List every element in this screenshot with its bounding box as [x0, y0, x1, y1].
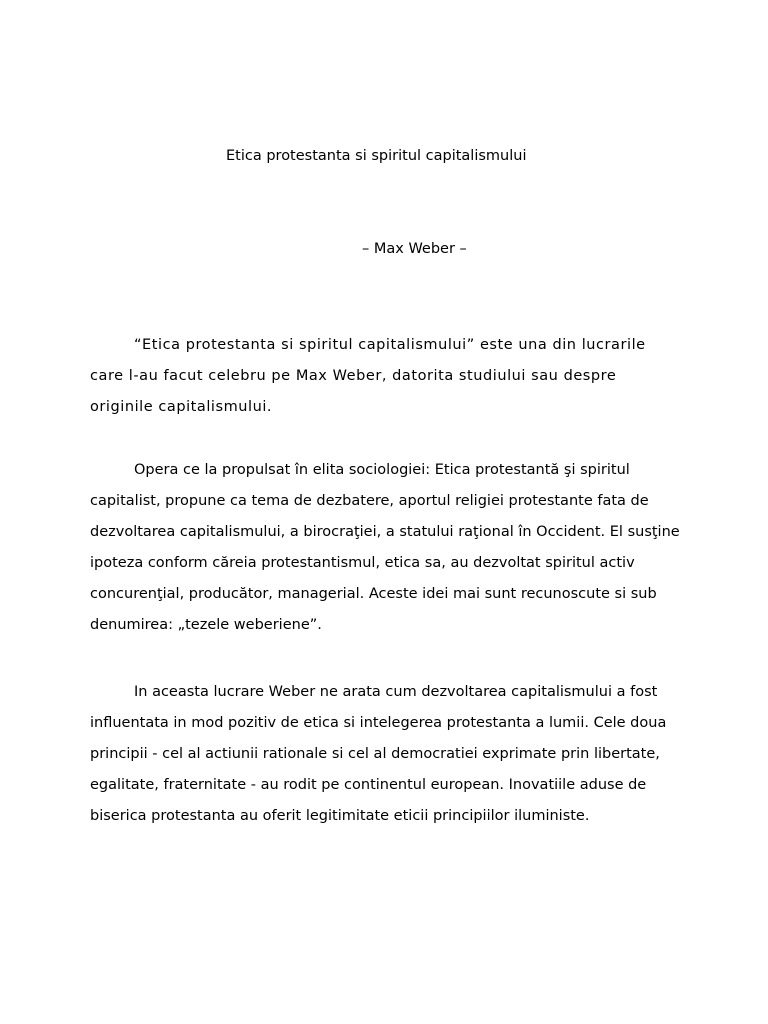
paragraph-line: Opera ce la propulsat în elita sociologiei: Etica protestantă şi spiritul: [134, 462, 630, 478]
paragraph-2: [90, 455, 690, 641]
document-title: Etica protestanta si spiritul capitalismului: [226, 148, 527, 164]
paragraph-line: In aceasta lucrare Weber ne arata cum dezvoltarea capitalismului a fost: [134, 684, 658, 700]
paragraph-line: originile capitalismului.: [90, 399, 273, 415]
paragraph-line: “Etica protestanta si spiritul capitalismului” este una din lucrarile: [134, 337, 646, 353]
paragraph-line: denumirea: „tezele weberiene”.: [90, 617, 322, 633]
paragraph-line: influentata in mod pozitiv de etica si intelegerea protestanta a lumii. Cele doua: [90, 715, 667, 731]
paragraph-1: [90, 330, 690, 423]
paragraph-line: capitalist, propune ca tema de dezbatere, aportul religiei protestante fata de: [90, 493, 649, 509]
paragraph-line: concurenţial, producător, managerial. Aceste idei mai sunt recunoscute si sub: [90, 586, 657, 602]
paragraph-3: [90, 677, 690, 832]
paragraph-line: dezvoltarea capitalismului, a birocraţiei, a statului raţional în Occident. El susţine: [90, 524, 680, 540]
paragraph-line: egalitate, fraternitate - au rodit pe continentul european. Inovatiile aduse de: [90, 777, 647, 793]
document-author: – Max Weber –: [362, 241, 467, 257]
paragraph-line: care l-au facut celebru pe Max Weber, datorita studiului sau despre: [90, 368, 617, 384]
paragraph-line: ipoteza conform căreia protestantismul, etica sa, au dezvoltat spiritul activ: [90, 555, 635, 571]
paragraph-line: biserica protestanta au oferit legitimitate eticii principiilor iluministe.: [90, 808, 590, 824]
paragraph-line: principii - cel al actiunii rationale si cel al democratiei exprimate prin libertate,: [90, 746, 660, 762]
